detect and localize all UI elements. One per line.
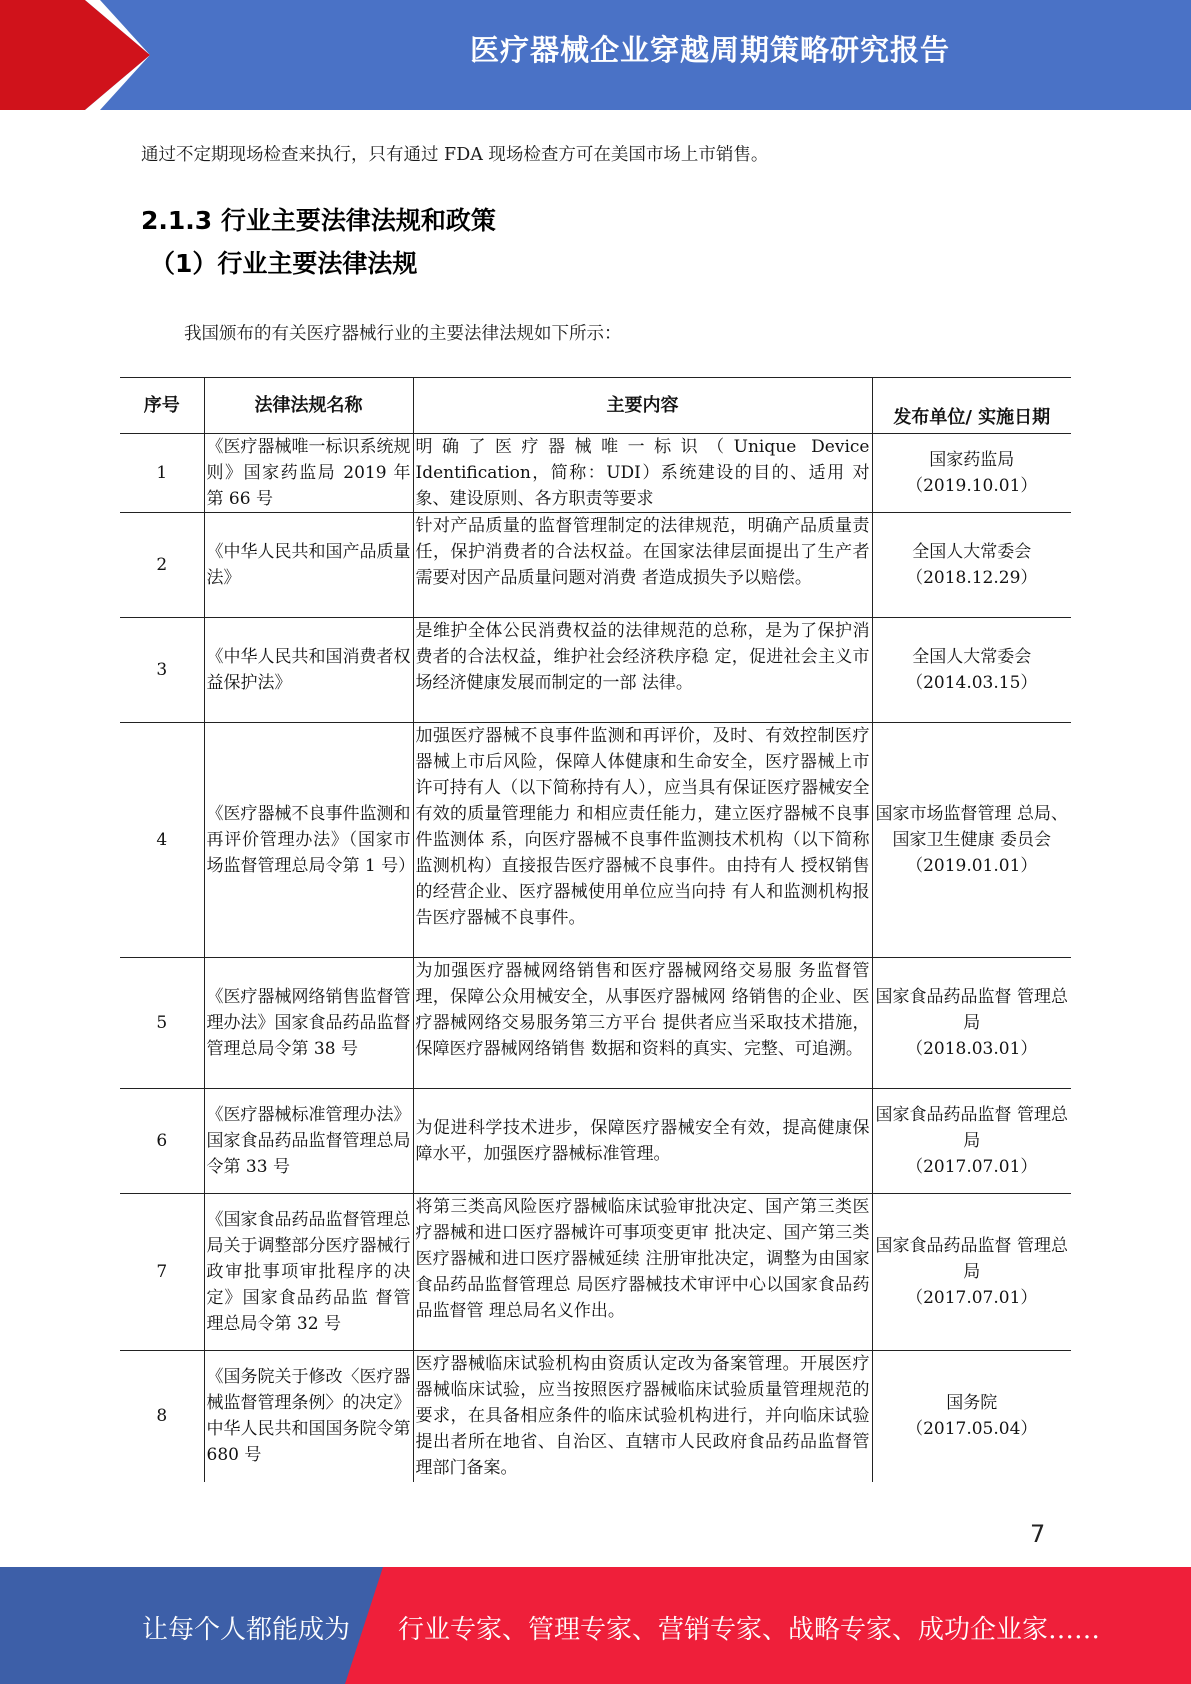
- report-title: 医疗器械企业穿越周期策略研究报告: [469, 33, 950, 67]
- row-law-name: 《国务院关于修改〈医疗器械监督管理条例〉的决定》中华人民共和国国务院令第 680 号: [204, 1351, 413, 1482]
- row-no: 7: [120, 1194, 204, 1351]
- issuer-name: 国家市场监督管理 总局、国家卫生健康 委员会: [875, 804, 1068, 850]
- header-content: 主要内容: [413, 378, 872, 434]
- row-law-name: 《国家食品药品监督管理总局关于调整部分医疗器械行政审批事项审批程序的决定》国家食品药品监 督管理总局令第 32 号: [204, 1194, 413, 1351]
- row-issuer: [872, 958, 1071, 1089]
- row-law-name: 《医疗器械标准管理办法》国家食品药品监督管理总局令第 33 号: [204, 1089, 413, 1194]
- header-no: 序号: [120, 378, 204, 434]
- issue-date: （2017.07.01）: [906, 1157, 1038, 1177]
- issuer-name: 国家食品药品监督 管理总局: [875, 1105, 1068, 1151]
- table-row: [120, 618, 1071, 723]
- table-row: [120, 958, 1071, 1089]
- row-issuer: [872, 618, 1071, 723]
- laws-table: [120, 377, 1071, 1482]
- issue-date: （2017.05.04）: [906, 1419, 1038, 1440]
- issuer-name: 全国人大常委会: [912, 647, 1032, 667]
- issue-date: （2019.01.01）: [906, 856, 1038, 876]
- row-law-name: 《医疗器械不良事件监测和再评价管理办法》（国家市场监督管理总局令第 1 号）: [204, 723, 413, 958]
- footer-slogan-left: 让每个人都能成为: [142, 1615, 351, 1645]
- row-issuer: [872, 723, 1071, 958]
- sub-heading: （1）行业主要法律法规: [150, 249, 418, 278]
- row-issuer: [872, 434, 1071, 513]
- issuer-name: 全国人大常委会: [912, 542, 1032, 562]
- row-no: 6: [120, 1089, 204, 1194]
- issue-date: （2017.07.01）: [906, 1288, 1038, 1308]
- header-issuer: 发布单位/ 实施日期: [872, 378, 1071, 434]
- header-name: 法律法规名称: [204, 378, 413, 434]
- issuer-name: 国务院: [946, 1393, 998, 1414]
- table-row: [120, 1089, 1071, 1194]
- intro-paragraph: 通过不定期现场检查来执行，只有通过 FDA 现场检查方可在美国市场上市销售。: [141, 145, 769, 165]
- issue-date: （2018.03.01）: [906, 1039, 1038, 1059]
- table-row: [120, 1351, 1071, 1482]
- row-issuer: [872, 1194, 1071, 1351]
- table-header-row: [120, 378, 1071, 434]
- issue-date: （2014.03.15）: [906, 673, 1038, 693]
- row-no: 5: [120, 958, 204, 1089]
- row-no: 1: [120, 434, 204, 513]
- row-no: 3: [120, 618, 204, 723]
- table-row: [120, 1194, 1071, 1351]
- header-banner: [0, 0, 1191, 110]
- footer-banner: [0, 1567, 1191, 1684]
- row-content: 医疗器械临床试验机构由资质认定改为备案管理。开展医疗器械临床试验，应当按照医疗器械临床试验质量管理规范的要求，在具备相应条件的临床试验机构进行，并向临床试验提出者所在地省、自治区、直辖市人民政府食品药品监督管理部门备案。: [413, 1351, 872, 1482]
- row-no: 4: [120, 723, 204, 958]
- issuer-name: 国家食品药品监督 管理总局: [875, 1236, 1068, 1282]
- page-number: 7: [1030, 1520, 1046, 1548]
- header-red-arrow: [0, 0, 150, 110]
- row-issuer: [872, 1089, 1071, 1194]
- row-content: 为加强医疗器械网络销售和医疗器械网络交易服 务监督管理，保障公众用械安全，从事医疗器械网 络销售的企业、医疗器械网络交易服务第三方平台 提供者应当采取技术措施，保障医疗器械网络销售 数据和资料的真实、完整、可追溯。: [413, 958, 872, 1089]
- table-row: [120, 723, 1071, 958]
- section-heading: 2.1.3 行业主要法律法规和政策: [141, 206, 496, 235]
- issuer-name: 国家食品药品监督 管理总局: [875, 987, 1068, 1033]
- row-law-name: 《医疗器械网络销售监督管理办法》国家食品药品监督管理总局令第 38 号: [204, 958, 413, 1089]
- table-row: [120, 434, 1071, 513]
- row-issuer: [872, 1351, 1071, 1482]
- row-issuer: [872, 513, 1071, 618]
- row-content: 是维护全体公民消费权益的法律规范的总称，是为了保护消费者的合法权益，维护社会经济秩序稳 定，促进社会主义市场经济健康发展而制定的一部 法律。: [413, 618, 872, 723]
- row-no: 8: [120, 1351, 204, 1482]
- footer-slogan-right: 行业专家、管理专家、营销专家、战略专家、成功企业家……: [398, 1615, 1101, 1645]
- lead-paragraph: 我国颁布的有关医疗器械行业的主要法律法规如下所示：: [184, 324, 622, 344]
- row-content: 为促进科学技术进步，保障医疗器械安全有效，提高健康保障水平，加强医疗器械标准管理。: [413, 1089, 872, 1194]
- row-no: 2: [120, 513, 204, 618]
- issue-date: （2019.10.01）: [906, 476, 1038, 496]
- row-law-name: 《中华人民共和国消费者权益保护法》: [204, 618, 413, 723]
- row-content: 将第三类高风险医疗器械临床试验审批决定、国产第三类医疗器械和进口医疗器械许可事项变更审 批决定、国产第三类医疗器械和进口医疗器械延续 注册审批决定，调整为由国家食品药品监督管理总 局医疗器械技术审评中心以国家食品药品监督管 理总局名义作出。: [413, 1194, 872, 1351]
- issuer-name: 国家药监局: [929, 450, 1015, 470]
- row-law-name: 《中华人民共和国产品质量法》: [204, 513, 413, 618]
- row-content: 明确了医疗器械唯一标识（Unique Device Identification，简称：UDI）系统建设的目的、适用 对象、建设原则、各方职责等要求: [413, 434, 872, 513]
- row-content: 针对产品质量的监督管理制定的法律规范，明确产品质量责任，保护消费者的合法权益。在国家法律层面提出了生产者需要对因产品质量问题对消费 者造成损失予以赔偿。: [413, 513, 872, 618]
- issue-date: （2018.12.29）: [906, 568, 1038, 588]
- table-row: [120, 513, 1071, 618]
- row-content: 加强医疗器械不良事件监测和再评价，及时、有效控制医疗器械上市后风险，保障人体健康和生命安全，医疗器械上市许可持有人（以下简称持有人），应当具有保证医疗器械安全有效的质量管理能力 和相应责任能力，建立医疗器械不良事件监测体 系，向医疗器械不良事件监测技术机构（以下简称 监测机构）直接报告医疗器械不良事件。由持有人 授权销售的经营企业、医疗器械使用单位应当向持 有人和监测机构报告医疗器械不良事件。: [413, 723, 872, 958]
- row-law-name: 《医疗器械唯一标识系统规则》国家药监局 2019 年第 66 号: [204, 434, 413, 513]
